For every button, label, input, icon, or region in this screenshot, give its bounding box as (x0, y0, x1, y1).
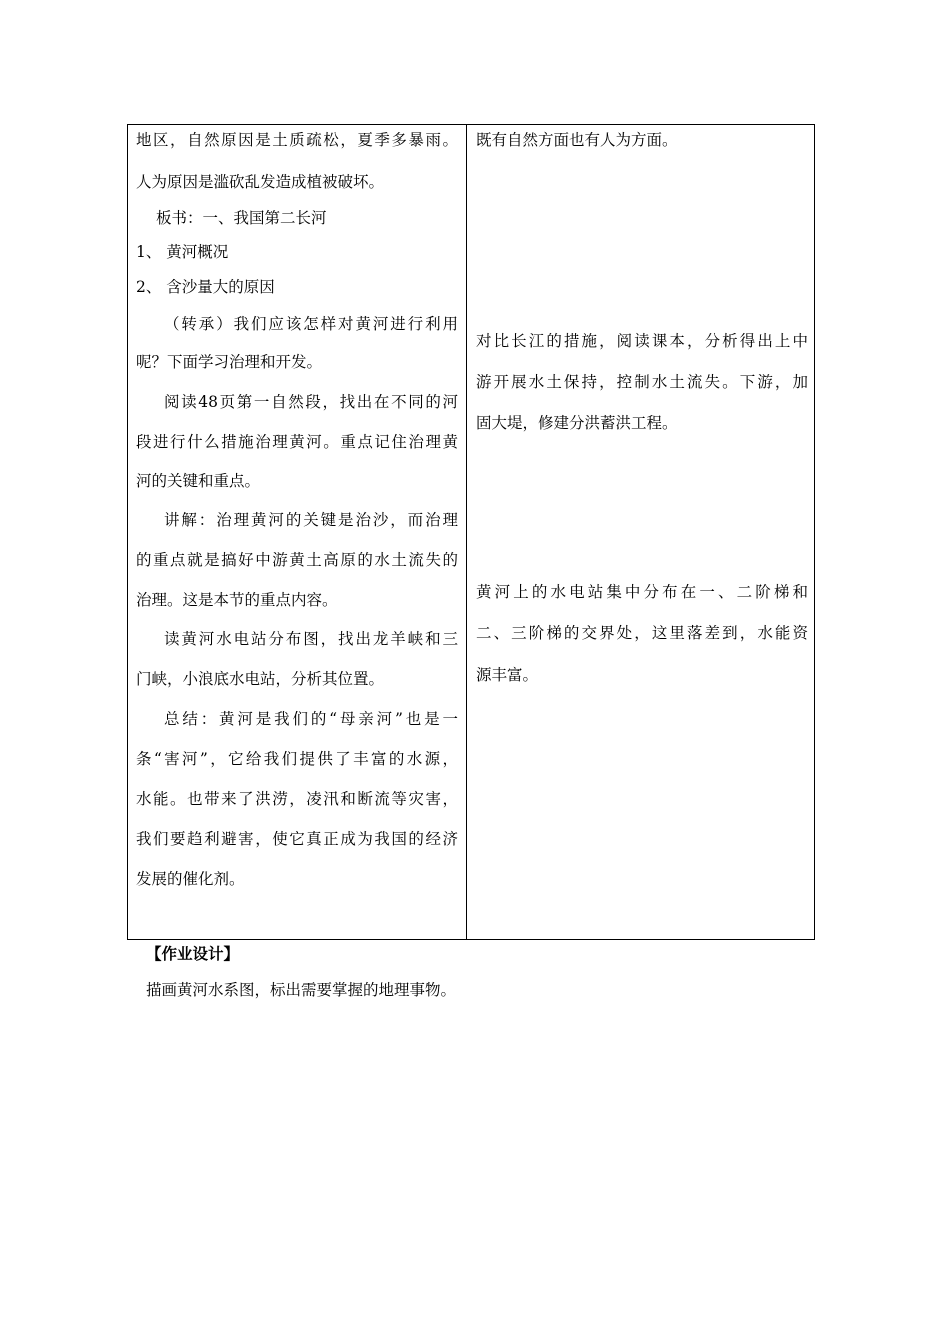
text-line: 二、三阶梯的交界处，这里落差到，水能资 (476, 624, 808, 642)
text-line: 游开展水土保持，控制水土流失。下游，加 (476, 373, 808, 391)
text-line: 我们要趋利避害，使它真正成为我国的经济 (136, 830, 458, 848)
text-line: 既有自然方面也有人为方面。 (476, 131, 678, 149)
text-line: 总结：黄河是我们的“母亲河”也是一 (164, 710, 458, 728)
text-line: 1、 黄河概况 (136, 243, 229, 261)
column-divider (466, 125, 467, 939)
text-line: 呢？下面学习治理和开发。 (136, 353, 323, 371)
student-activity-cell (476, 125, 808, 939)
text-line: 水能。也带来了洪涝，凌汛和断流等灾害， (136, 790, 458, 808)
text-line: 门峡，小浪底水电站，分析其位置。 (136, 670, 385, 688)
text-line: 地区，自然原因是土质疏松，夏季多暴雨。 (136, 131, 458, 149)
lesson-table (127, 124, 815, 940)
text-line: 人为原因是滥砍乱发造成植被破坏。 (136, 173, 385, 191)
text-line: 治理。这是本节的重点内容。 (136, 591, 338, 609)
homework-heading: 【作业设计】 (146, 945, 240, 963)
text-line: 板书：一、我国第二长河 (156, 209, 327, 227)
text-line: 发展的催化剂。 (136, 870, 245, 888)
text-line: 条“害河”，它给我们提供了丰富的水源， (136, 750, 458, 768)
text-line: 2、 含沙量大的原因 (136, 278, 275, 296)
text-line: （转承）我们应该怎样对黄河进行利用 (164, 315, 458, 333)
text-line: 的重点就是搞好中游黄土高原的水土流失的 (136, 551, 458, 569)
text-line: 黄河上的水电站集中分布在一、二阶梯和 (476, 583, 808, 601)
text-line: 读黄河水电站分布图，找出龙羊峡和三 (164, 630, 458, 648)
text-line: 河的关键和重点。 (136, 472, 261, 490)
text-line: 源丰富。 (476, 666, 539, 684)
text-line: 对比长江的措施，阅读课本，分析得出上中 (476, 332, 808, 350)
text-line: 讲解：治理黄河的关键是治沙，而治理 (164, 511, 458, 529)
homework-text: 描画黄河水系图，标出需要掌握的地理事物。 (146, 981, 457, 999)
teaching-process-cell (136, 125, 458, 939)
text-line: 阅读48页第一自然段，找出在不同的河 (164, 393, 458, 411)
text-line: 固大堤，修建分洪蓄洪工程。 (476, 414, 678, 432)
text-line: 段进行什么措施治理黄河。重点记住治理黄 (136, 433, 458, 451)
